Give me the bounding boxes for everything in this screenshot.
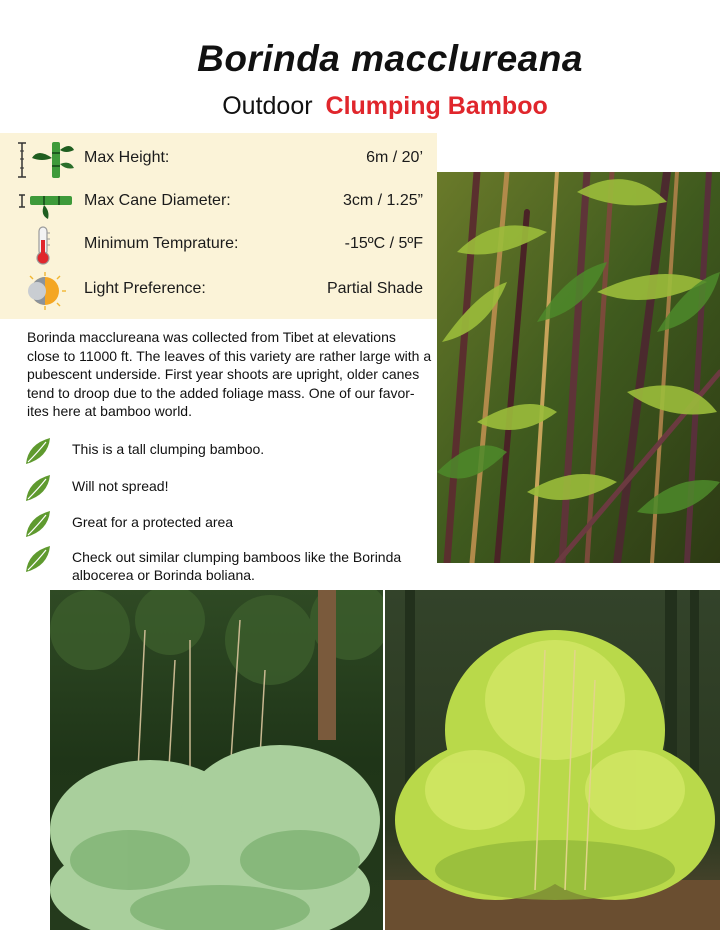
spec-row-light-preference [0, 271, 437, 311]
feature-text: Great for a protected area [72, 514, 234, 530]
plant-subtitle [0, 92, 720, 121]
spec-row-min-temperature [0, 226, 437, 266]
bamboo-canes-closeup-photo [437, 172, 720, 563]
description-paragraph: Borinda macclureana was collected from Tibet at elevations close to 11000 ft. The leaves of this variety are rather large with a pubescent underside. First year shoots are upright, older canes tend to droop due to the added foliage mass. One of our favor-ites here at bamboo world. [27, 329, 432, 419]
spec-label: Light Preference: [84, 280, 206, 297]
leaf-icon [24, 544, 52, 574]
leaf-icon [24, 436, 52, 466]
spec-value: -15ºC / 5ºF [344, 235, 423, 252]
spec-label: Max Cane Diameter: [84, 192, 231, 209]
plant-title: Borinda macclureana [197, 38, 583, 79]
leaf-icon [24, 473, 52, 503]
spec-label: Minimum Temprature: [84, 235, 239, 252]
bamboo-drooping-clump-photo [385, 590, 720, 930]
feature-text: Will not spread! [72, 478, 169, 494]
subtitle-bamboo-type: Clumping Bamboo [325, 92, 548, 120]
spec-row-max-height [0, 140, 437, 180]
spec-label: Max Height: [84, 149, 170, 166]
leaf-icon [24, 509, 52, 539]
spec-value: 3cm / 1.25” [342, 192, 423, 209]
feature-text: Check out similar clumping bamboos like the Borinda albocerea or Borinda boliana. [72, 549, 402, 583]
sun-shade-icon [14, 271, 76, 311]
bamboo-height-icon [14, 140, 76, 180]
cane-diameter-icon [14, 183, 76, 223]
spec-panel [0, 133, 437, 319]
bamboo-clump-forest-photo [50, 590, 383, 930]
feature-text: This is a tall clumping bamboo. [72, 441, 265, 457]
spec-row-cane-diameter [0, 183, 437, 223]
thermometer-icon [14, 226, 76, 266]
subtitle-location: Outdoor [222, 92, 313, 120]
spec-value: 6m / 20’ [366, 149, 423, 166]
spec-value: Partial Shade [326, 280, 423, 297]
